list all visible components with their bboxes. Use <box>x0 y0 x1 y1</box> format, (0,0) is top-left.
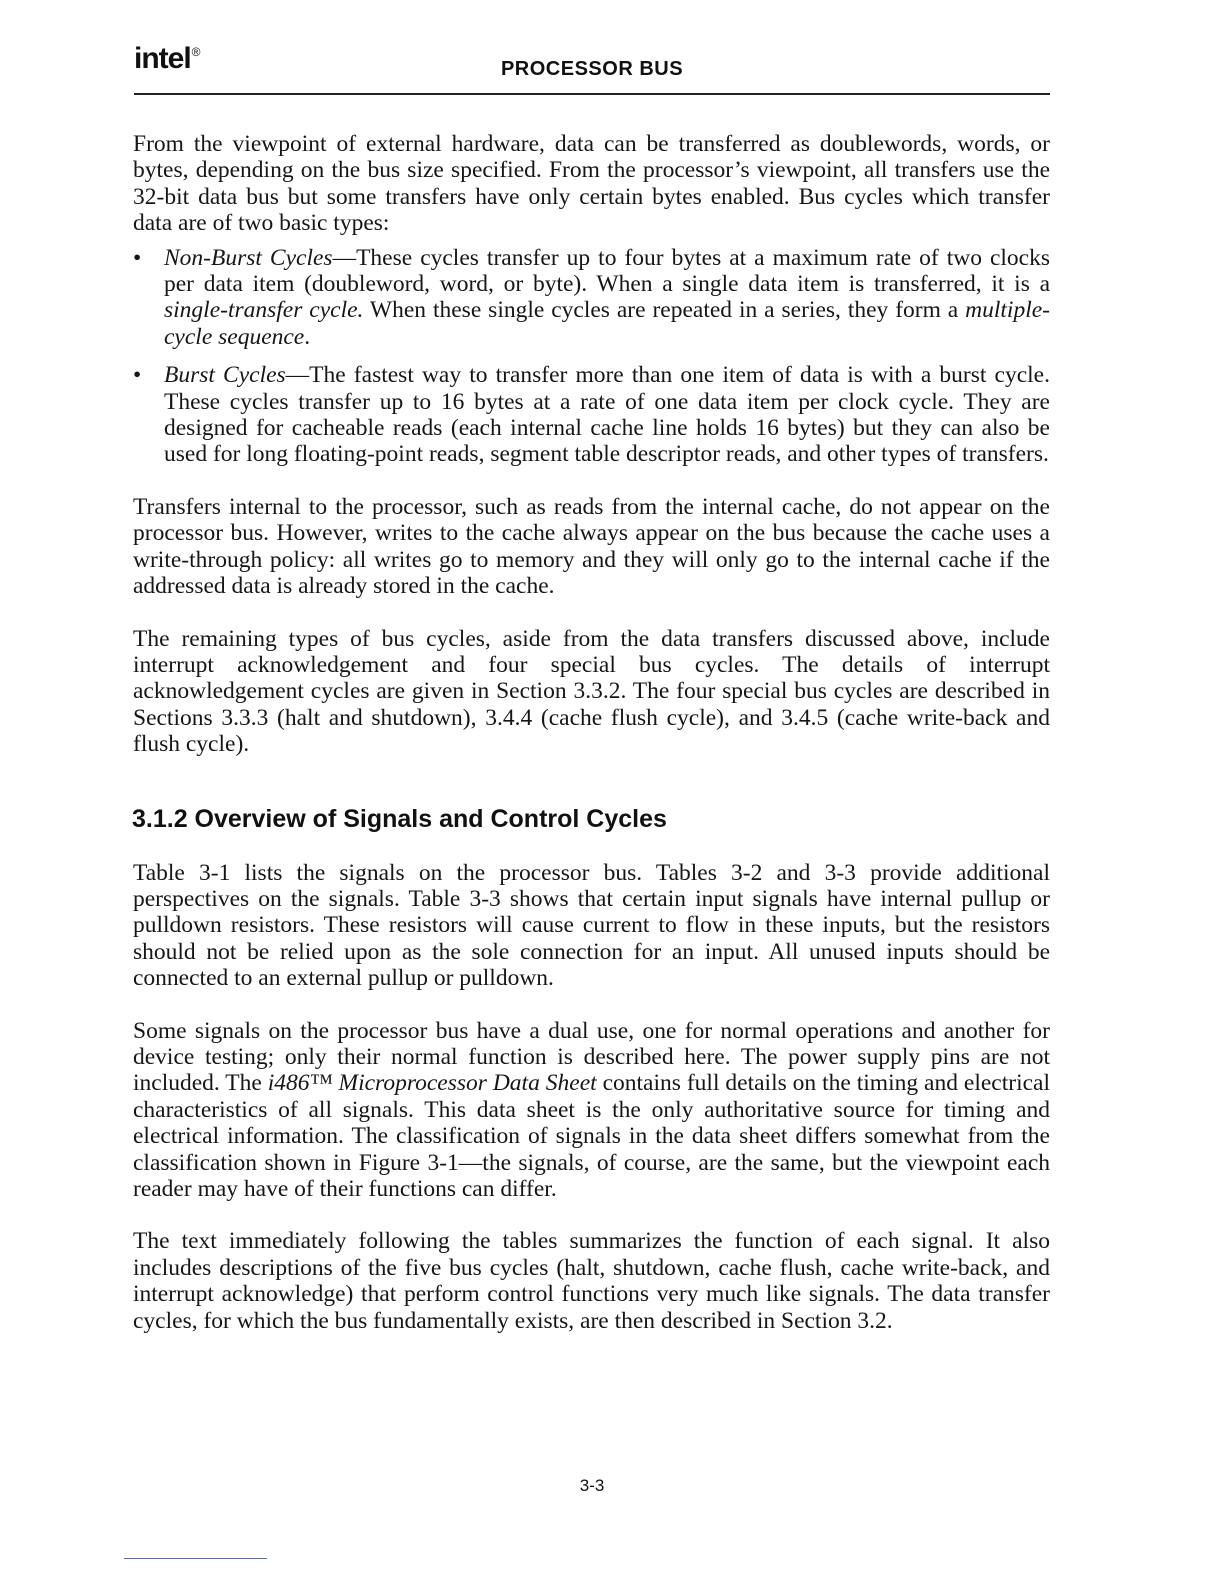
list-item-text: These cycles transfer up to four bytes at a maximum rate of two clocks per data item (doubleword, word, or byte). When a single data item is transferred, it is a <box>164 244 1050 298</box>
list-item-text: The fastest way to transfer more than one item of data is with a burst cycle. These cycles transfer up to 16 bytes at a rate of one data item per clock cycle. They are designed for cacheable reads (each internal cache line holds 16 bytes) but they can also be used for long floating-point reads, segment table descriptor reads, and other types of transfers. <box>164 362 1050 468</box>
list-item <box>133 362 1050 468</box>
list-item-text: . <box>304 323 311 350</box>
term-multiple-cycle-sequence: multiple-cycle sequence <box>164 297 1050 350</box>
section-heading: 3.1.2 Overview of Signals and Control Cycles <box>132 804 667 833</box>
term-single-transfer-cycle: single-transfer cycle. <box>164 297 364 324</box>
paragraph-2: Transfers internal to the processor, such as reads from the internal cache, do not appear on the processor bus. However, writes to the cache always appear on the bus because the cache uses a write-through policy: all writes go to memory and they will only go to the internal cache if the addressed data is already stored in the cache. <box>133 493 1050 600</box>
paragraph-1: From the viewpoint of external hardware, data can be transferred as doublewords, words, or bytes, depending on the bus size specified. From the processor’s viewpoint, all transfers use the 32-bit data bus but some transfers have only certain bytes enabled. Bus cycles which transfer data are of two basic types: <box>133 131 1050 237</box>
running-head: PROCESSOR BUS <box>500 58 684 80</box>
bullet-icon: • <box>133 362 142 389</box>
paragraph-5 <box>133 1018 1050 1203</box>
page-number: 3-3 <box>579 1476 605 1495</box>
registered-mark: ® <box>191 45 200 59</box>
term-burst-cycles: Burst Cycles <box>164 362 286 389</box>
term-non-burst-cycles: Non-Burst Cycles <box>164 244 333 271</box>
em-dash: — <box>285 362 310 389</box>
paragraph-5-text: contains full details on the timing and electrical characteristics of all signals. This data sheet is the only authoritative source for timing and electrical information. The classification of signals in the data sheet differs somewhat from the classification shown in Figure 3-1—the signals, of course, are the same, but the viewpoint each reader may have of their functions can differ. <box>133 1070 1050 1202</box>
list-item <box>133 245 1050 351</box>
logo-text: intel <box>134 42 191 75</box>
header-rule <box>134 93 1050 95</box>
scan-line <box>124 1558 267 1559</box>
em-dash: — <box>332 244 357 271</box>
paragraph-3: The remaining types of bus cycles, aside from the data transfers discussed above, include interrupt acknowledgement and four special bus cycles. The details of interrupt acknowledgement cycles are given in Section 3.3.2. The four special bus cycles are described in Sections 3.3.3 (halt and shutdown), 3.4.4 (cache flush cycle), and 3.4.5 (cache write-back and flush cycle). <box>133 625 1050 758</box>
list-item-text: When these single cycles are repeated in a series, they form a <box>363 297 966 324</box>
paragraph-6: The text immediately following the tables summarizes the function of each signal. It also includes descriptions of the five bus cycles (halt, shutdown, cache flush, cache write-back, and interrupt acknowledge) that perform control functions very much like signals. The data transfer cycles, for which the bus fundamentally exists, are then described in Section 3.2. <box>133 1228 1050 1334</box>
paragraph-4: Table 3-1 lists the signals on the processor bus. Tables 3-2 and 3-3 provide additional perspectives on the signals. Table 3-3 shows that certain input signals have internal pullup or pulldown resistors. These resistors will cause current to flow in these inputs, but the resistors should not be relied upon as the sole connection for an input. All unused inputs should be connected to an external pullup or pulldown. <box>133 859 1050 992</box>
bullet-list <box>133 245 1050 468</box>
data-sheet-title: i486™ Microprocessor Data Sheet <box>267 1070 597 1097</box>
body-text <box>133 131 1050 1360</box>
bullet-icon: • <box>133 244 142 271</box>
paragraph-5-text: Some signals on the processor bus have a dual use, one for normal operations and another for device testing; only their normal function is described here. The power supply pins are not included. The <box>133 1017 1050 1097</box>
